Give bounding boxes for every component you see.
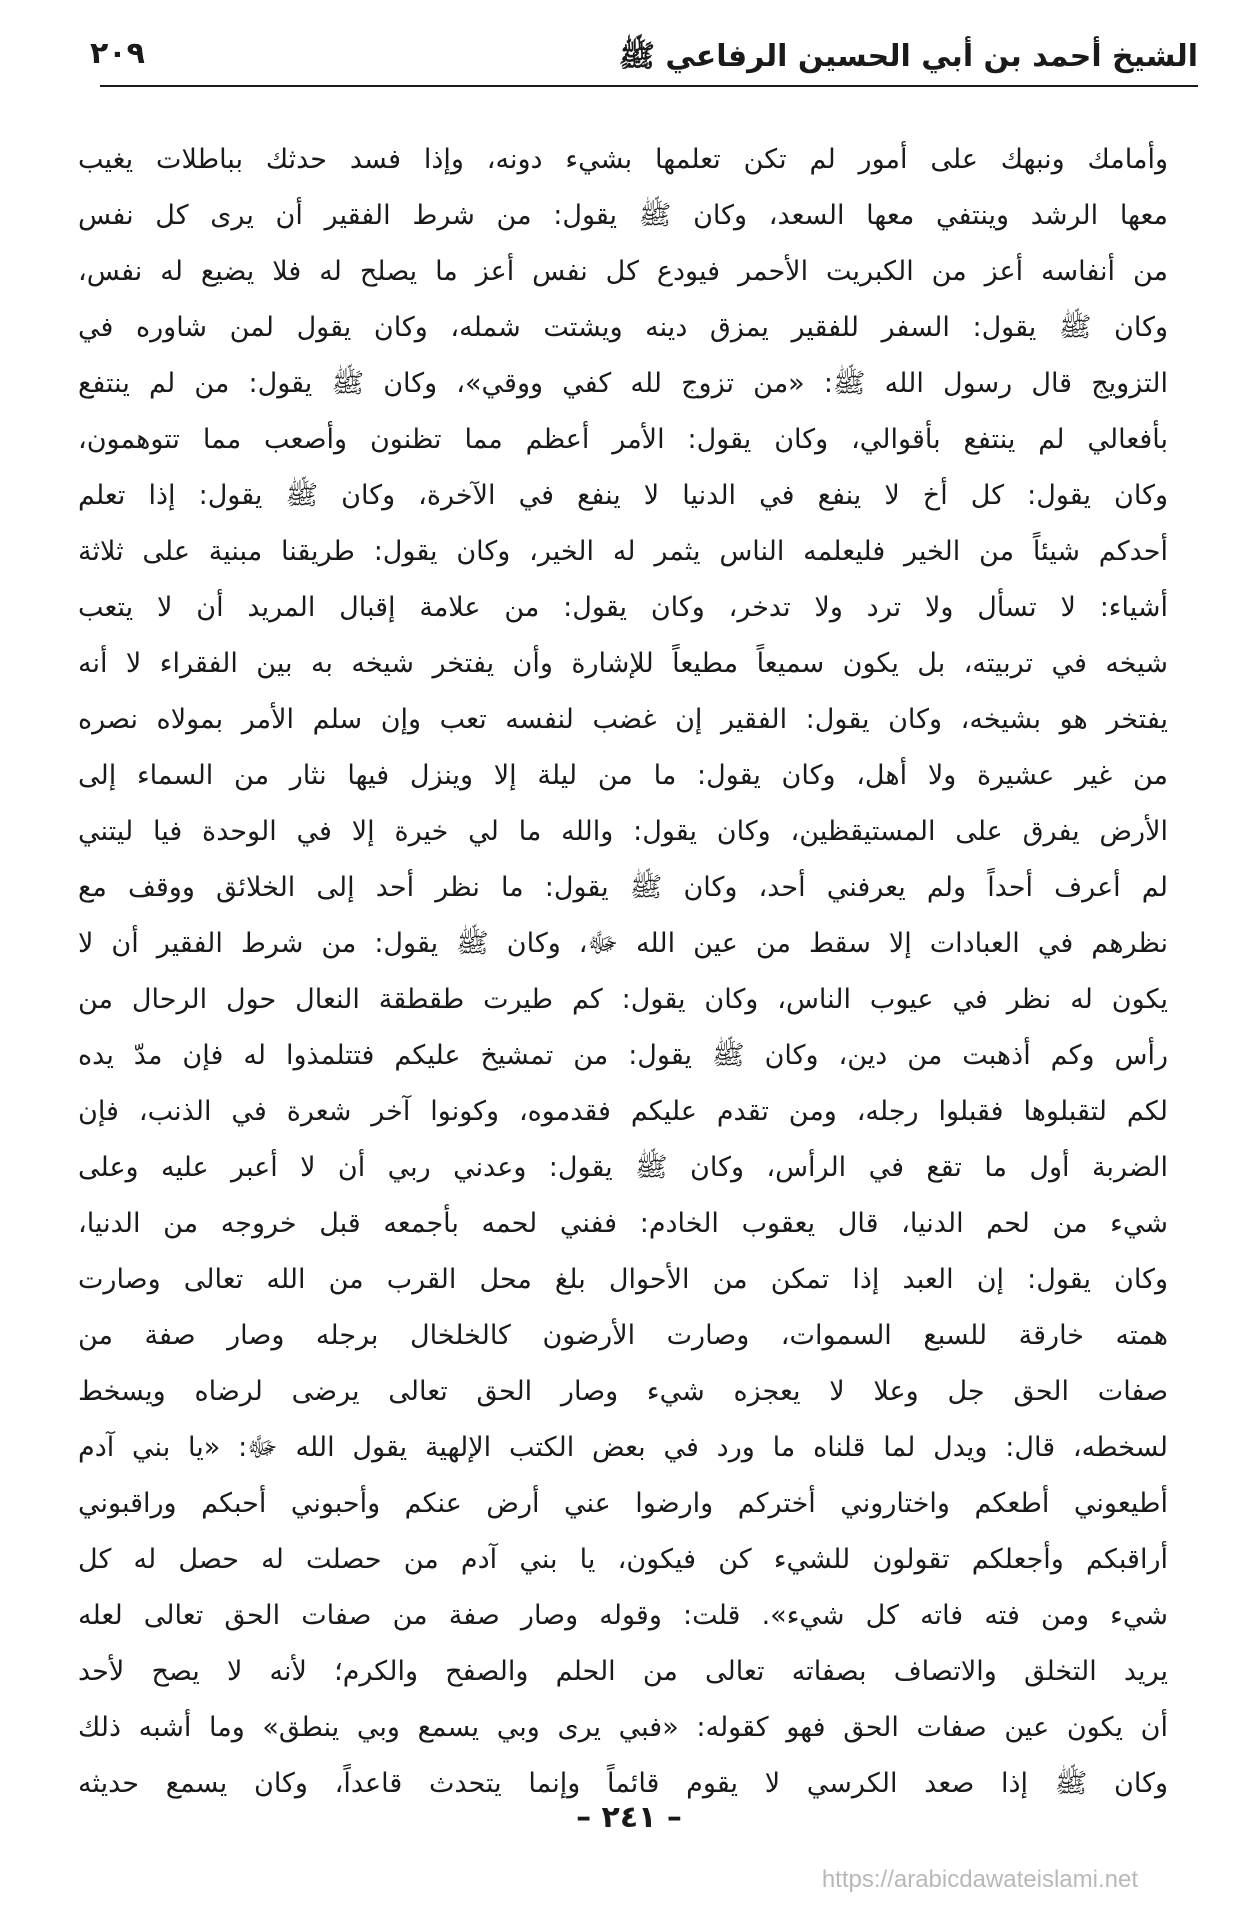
text-line: أن يكون عين صفات الحق فهو كقوله: «فبي يرى وبي يسمع وبي ينطق» وما أشبه ذلك bbox=[78, 1712, 1168, 1743]
header-rule bbox=[100, 85, 1198, 87]
text-line: وكان ﷺ إذا صعد الكرسي لا يقوم قائماً وإنما يتحدث قاعداً، وكان يسمع حديثه bbox=[78, 1768, 1168, 1799]
text-line: وكان يقول: كل أخ لا ينفع في الدنيا لا ينفع في الآخرة، وكان ﷺ يقول: إذا تعلم bbox=[78, 480, 1168, 511]
text-line: لم أعرف أحداً ولم يعرفني أحد، وكان ﷺ يقول: ما نظر أحد إلى الخلائق ووقف مع bbox=[78, 872, 1168, 903]
text-line: لكم لتقبلوها فقبلوا رجله، ومن تقدم عليكم فقدموه، وكونوا آخر شعرة في الذنب، فإن bbox=[78, 1096, 1168, 1127]
text-line: معها الرشد وينتفي معها السعد، وكان ﷺ يقول: من شرط الفقير أن يرى كل نفس bbox=[78, 200, 1168, 231]
text-line: وكان ﷺ يقول: السفر للفقير يمزق دينه ويشتت شمله، وكان يقول لمن شاوره في bbox=[78, 312, 1168, 343]
text-line: وأمامك ونبهك على أمور لم تكن تعلمها بشيء دونه، وإذا فسد حدثك بباطلات يغيب bbox=[78, 144, 1168, 175]
body-text bbox=[78, 132, 1168, 1812]
text-line: من غير عشيرة ولا أهل، وكان يقول: ما من ليلة إلا وينزل فيها نثار من السماء إلى bbox=[78, 760, 1168, 791]
text-line: لسخطه، قال: ويدل لما قلناه ما ورد في بعض الكتب الإلهية يقول الله ﷻ: «يا بني آدم bbox=[78, 1432, 1168, 1463]
text-line: يريد التخلق والاتصاف بصفاته تعالى من الحلم والصفح والكرم؛ لأنه لا يصح لأحد bbox=[78, 1656, 1168, 1687]
text-line: وكان يقول: إن العبد إذا تمكن من الأحوال بلغ محل القرب من الله تعالى وصارت bbox=[78, 1264, 1168, 1295]
running-header-title: الشيخ أحمد بن أبي الحسين الرفاعي ﷺ bbox=[618, 39, 1198, 74]
text-line: يفتخر هو بشيخه، وكان يقول: الفقير إن غضب لنفسه تعب وإن سلم الأمر بمولاه نصره bbox=[78, 704, 1168, 735]
running-header-page-number: ٢٠٩ bbox=[90, 36, 145, 71]
text-line: الضربة أول ما تقع في الرأس، وكان ﷺ يقول: وعدني ربي أن لا أعبر عليه وعلى bbox=[78, 1152, 1168, 1183]
text-line: همته خارقة للسبع السموات، وصارت الأرضون كالخلخال برجله وصار صفة من bbox=[78, 1320, 1168, 1351]
text-line: التزويج قال رسول الله ﷺ: «من تزوج لله كفي ووقي»، وكان ﷺ يقول: من لم ينتفع bbox=[78, 368, 1168, 399]
footer-folio: – ٢٤١ – bbox=[576, 1800, 682, 1835]
text-line: من أنفاسه أعز من الكبريت الأحمر فيودع كل نفس أعز ما يصلح له فلا يضيع له نفس، bbox=[78, 256, 1168, 287]
text-line: شيء من لحم الدنيا، قال يعقوب الخادم: ففني لحمه بأجمعه قبل خروجه من الدنيا، bbox=[78, 1208, 1168, 1239]
text-line: صفات الحق جل وعلا لا يعجزه شيء وصار الحق تعالى يرضى لرضاه ويسخط bbox=[78, 1376, 1168, 1407]
text-line: بأفعالي لم ينتفع بأقوالي، وكان يقول: الأمر أعظم مما تظنون وأصعب مما تتوهمون، bbox=[78, 424, 1168, 455]
text-line: شيخه في تربيته، بل يكون سميعاً مطيعاً للإشارة وأن يفتخر شيخه به بين الفقراء لا أنه bbox=[78, 648, 1168, 679]
watermark-url: https://arabicdawateislami.net bbox=[821, 1866, 1138, 1893]
text-line: الأرض يفرق على المستيقظين، وكان يقول: والله ما لي خيرة إلا في الوحدة فيا ليتني bbox=[78, 816, 1168, 847]
running-header bbox=[90, 30, 1198, 80]
text-line: أطيعوني أطعكم واختاروني أختركم وارضوا عني أرض عنكم وأحبوني أحبكم وراقبوني bbox=[78, 1488, 1168, 1519]
text-line: رأس وكم أذهبت من دين، وكان ﷺ يقول: من تمشيخ عليكم فتتلمذوا له فإن مدّ يده bbox=[78, 1040, 1168, 1071]
text-line: أراقبكم وأجعلكم تقولون للشيء كن فيكون، يا بني آدم من حصلت له حصل له كل bbox=[78, 1544, 1168, 1575]
text-line: أشياء: لا تسأل ولا ترد ولا تدخر، وكان يقول: من علامة إقبال المريد أن لا يتعب bbox=[78, 592, 1168, 623]
text-line: شيء ومن فته فاته كل شيء». قلت: وقوله وصار صفة من صفات الحق تعالى لعله bbox=[78, 1600, 1168, 1631]
text-line: يكون له نظر في عيوب الناس، وكان يقول: كم طيرت طقطقة النعال حول الرحال من bbox=[78, 984, 1168, 1015]
text-line: نظرهم في العبادات إلا سقط من عين الله ﷻ، وكان ﷺ يقول: من شرط الفقير أن لا bbox=[78, 928, 1168, 959]
text-line: أحدكم شيئاً من الخير فليعلمه الناس يثمر له الخير، وكان يقول: طريقنا مبنية على ثلاثة bbox=[78, 536, 1168, 567]
